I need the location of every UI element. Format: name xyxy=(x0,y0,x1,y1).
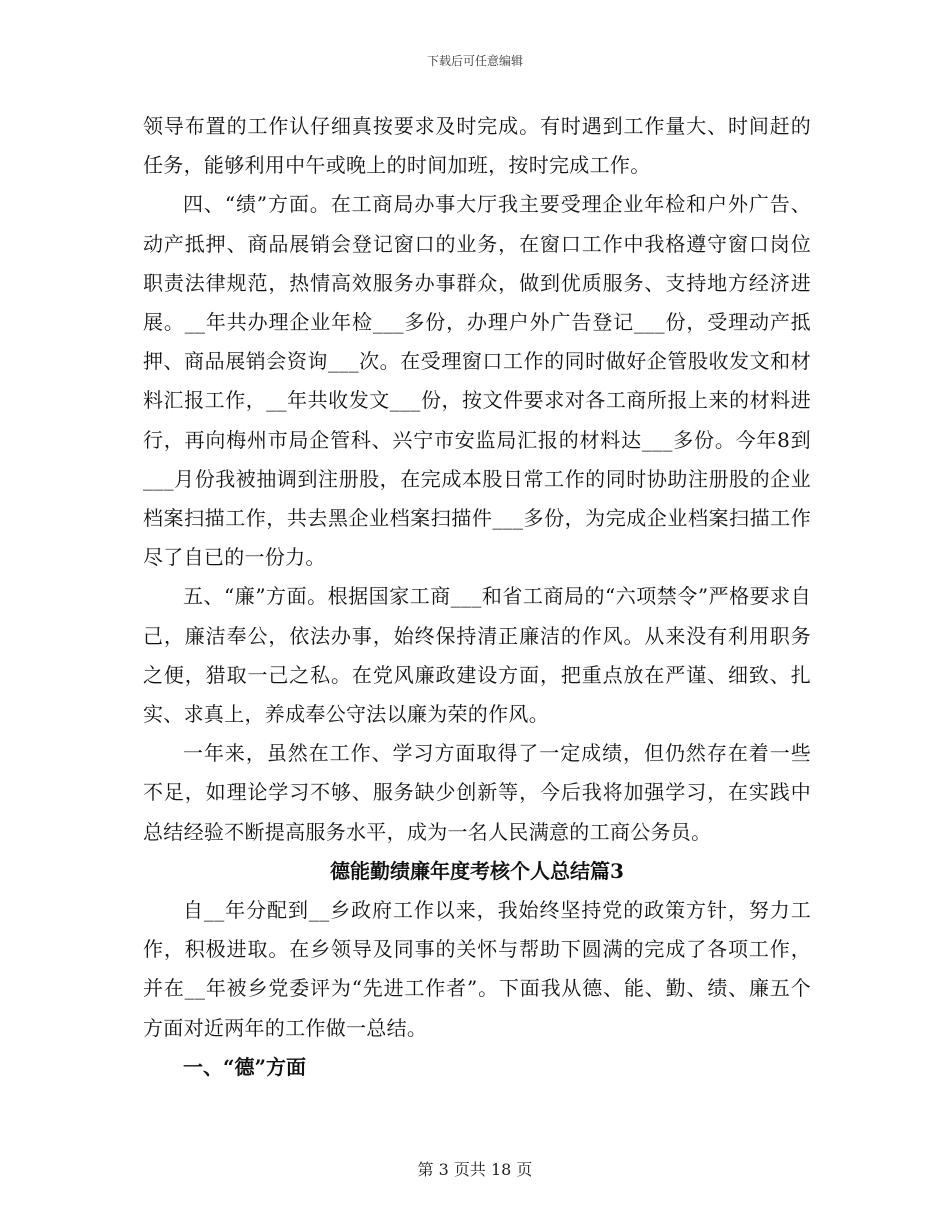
page-number: 第 3 页共 18 页 xyxy=(417,1160,533,1179)
paragraph-continuation: 领导布置的工作认仔细真按要求及时完成。有时遇到工作量大、时间赶的任务，能够利用中午或晚上的时间加班，按时完成工作。 xyxy=(143,114,811,178)
document-body xyxy=(143,107,811,1087)
paragraph-conclusion: 一年来，虽然在工作、学习方面取得了一定成绩，但仍然存在着一些不足，如理论学习不够、服务缺少创新等，今后我将加强学习，在实践中总结经验不断提高服务水平，成为一名人民满意的工商公务员。 xyxy=(143,741,811,844)
paragraph-integrity: 五、“廉”方面。根据国家工商___和省工商局的“六项禁令”严格要求自己，廉洁奉公，依法办事，始终保持清正廉洁的作风。从来没有利用职务之便，猎取一己之私。在党风廉政建设方面，把重点放在严谨、细致、扎实、求真上，养成奉公守法以廉为荣的作风。 xyxy=(143,584,811,727)
section-title: 德能勤绩廉年度考核个人总结篇3 xyxy=(330,858,624,883)
page-header: 下载后可任意编辑 xyxy=(426,54,523,68)
section-intro-paragraph: 自__年分配到__乡政府工作以来，我始终坚持党的政策方针，努力工作，积极进取。在乡领导及同事的关怀与帮助下圆满的完成了各项工作，并在__年被乡党委评为“先进工作者”。下面我从德、能、勤、绩、廉五个方面对近两年的工作做一总结。 xyxy=(143,898,811,1040)
paragraph-performance: 四、“绩”方面。在工商局办事大厅我主要受理企业年检和户外广告、动产抵押、商品展销会登记窗口的业务，在窗口工作中我格遵守窗口岗位职责法律规范，热情高效服务办事群众，做到优质服务、支持地方经济进展。__年共办理企业年检___多份，办理户外广告登记___份，受理动产抵押、商品展销会资询___次。在受理窗口工作的同时做好企管股收发文和材料汇报工作，__年共收发文___份，按文件要求对各工商所报上来的材料进行，再向梅州市局企管科、兴宁市安监局汇报的材料达___多份。今年8到___月份我被抽调到注册股，在完成本股日常工作的同时协助注册股的企业档案扫描工作，共去黑企业档案扫描件___多份，为完成企业档案扫描工作尽了自已的一份力。 xyxy=(143,192,811,570)
section-subheading: 一、“德”方面 xyxy=(183,1054,307,1079)
